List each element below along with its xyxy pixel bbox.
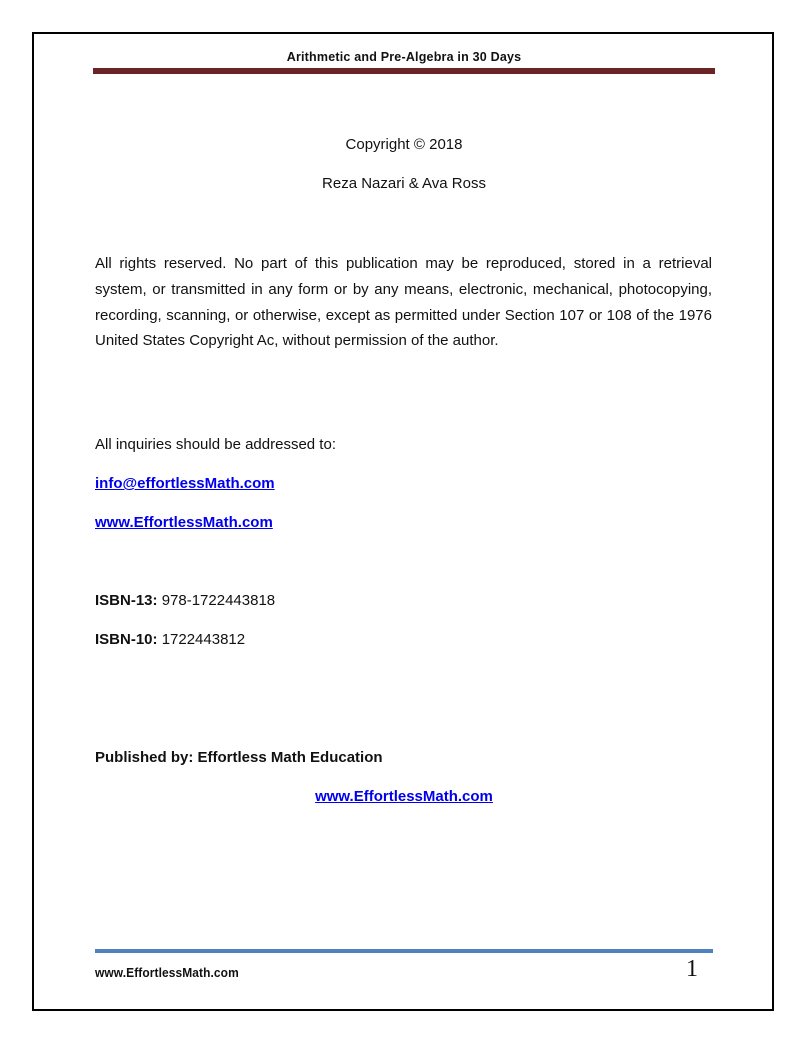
isbn13-value: 978-1722443818 <box>161 592 276 609</box>
isbn13-line <box>95 592 275 609</box>
publisher-website-link[interactable]: www.EffortlessMath.com <box>315 788 493 805</box>
isbn10-label: ISBN-10: <box>95 631 158 648</box>
header-rule <box>93 68 715 74</box>
publisher-label: Published by: Effortless Math Education <box>95 749 383 766</box>
copyright-line: Copyright © 2018 <box>345 136 463 153</box>
running-header-title: Arithmetic and Pre-Algebra in 30 Days <box>286 50 522 64</box>
footer-rule <box>95 949 713 953</box>
isbn10-line <box>95 631 245 648</box>
isbn13-label: ISBN-13: <box>95 592 158 609</box>
page-number: 1 <box>686 956 698 982</box>
email-link[interactable]: info@effortlessMath.com <box>95 475 275 492</box>
rights-paragraph: All rights reserved. No part of this publication may be reproduced, stored in a retrieval system, or transmitted in any form or by any means, electronic, mechanical, photocopying, recording, scanning, or otherwise, except as permitted under Section 107 or 108 of the 1976 United States Copyright Ac, without permission of the author. <box>95 255 712 350</box>
publisher-website-wrap <box>0 788 808 805</box>
website-link[interactable]: www.EffortlessMath.com <box>95 514 273 531</box>
isbn10-value: 1722443812 <box>161 631 246 648</box>
footer-url: www.EffortlessMath.com <box>95 965 239 980</box>
inquiries-label: All inquiries should be addressed to: <box>95 436 336 453</box>
authors-line: Reza Nazari & Ava Ross <box>322 175 486 192</box>
